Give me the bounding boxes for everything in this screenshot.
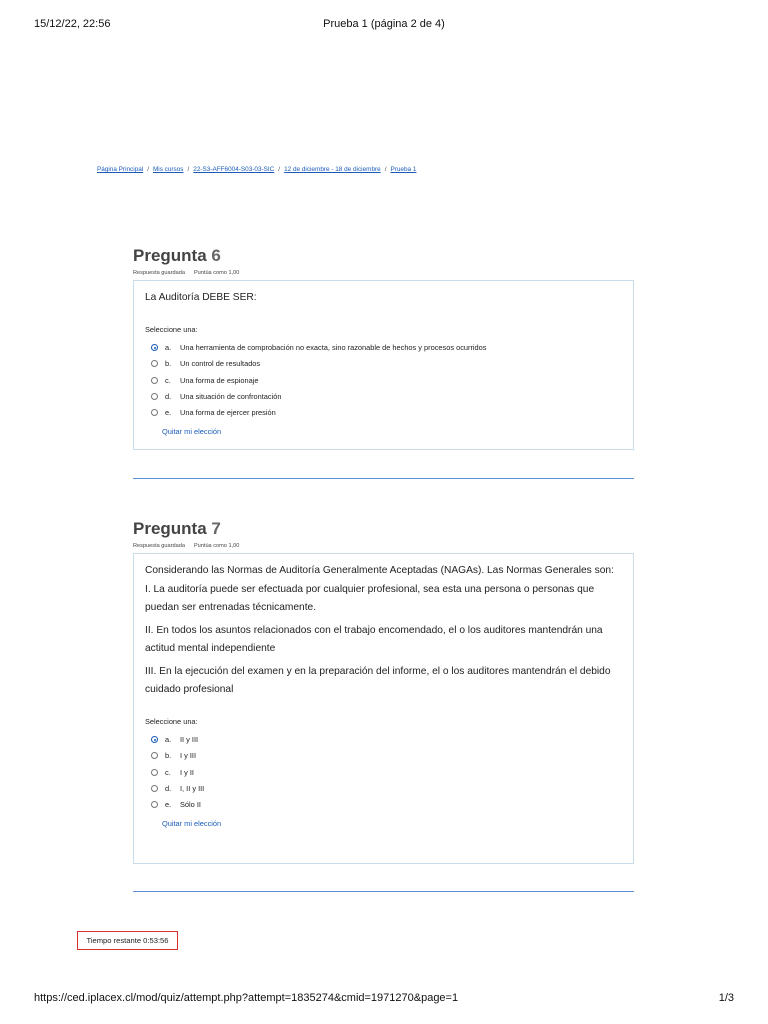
question-meta bbox=[133, 542, 634, 550]
breadcrumb bbox=[97, 166, 416, 173]
question-title bbox=[133, 519, 634, 539]
answer-option-e[interactable] bbox=[145, 405, 622, 421]
question-paragraph: La Auditoría DEBE SER: bbox=[145, 292, 257, 303]
breadcrumb-separator: / bbox=[187, 166, 190, 173]
print-datetime: 15/12/22, 22:56 bbox=[34, 18, 111, 30]
answer-option-e[interactable] bbox=[145, 797, 622, 813]
radio-button[interactable] bbox=[151, 769, 158, 776]
print-url: https://ced.iplacex.cl/mod/quiz/attempt.php?attempt=1835274&cmid=1971270&page=1 bbox=[34, 992, 459, 1004]
answer-options bbox=[145, 340, 622, 421]
question-paragraph: II. En todos los asuntos relacionados con el trabajo encomendado, el o los auditores mantendrán una actitud mental independiente bbox=[145, 624, 603, 654]
option-text: Una situación de confrontación bbox=[180, 392, 282, 402]
option-letter: e. bbox=[165, 408, 172, 418]
select-label: Seleccione una: bbox=[145, 324, 198, 334]
breadcrumb-separator: / bbox=[147, 166, 149, 173]
option-text: Una forma de ejercer presión bbox=[180, 408, 276, 418]
question-divider bbox=[133, 478, 634, 479]
option-letter: d. bbox=[165, 392, 172, 402]
question-title bbox=[133, 246, 634, 266]
print-page-number: 1/3 bbox=[718, 992, 734, 1004]
radio-button-checked[interactable] bbox=[151, 736, 158, 743]
option-letter: c. bbox=[165, 767, 171, 777]
time-remaining-badge: Tiempo restante 0:53:56 bbox=[77, 931, 178, 950]
question-text bbox=[145, 289, 622, 308]
option-letter: b. bbox=[165, 359, 172, 369]
clear-choice-link[interactable]: Quitar mi elección bbox=[162, 818, 222, 828]
option-text: Un control de resultados bbox=[180, 359, 261, 369]
question-label: Pregunta bbox=[133, 246, 207, 265]
breadcrumb-quiz[interactable]: Prueba 1 bbox=[390, 166, 417, 173]
option-text: I y III bbox=[180, 751, 197, 761]
radio-button[interactable] bbox=[151, 752, 158, 759]
select-label: Seleccione una: bbox=[145, 716, 198, 726]
question-paragraph: Considerando las Normas de Auditoría Generalmente Aceptadas (NAGAs). Las Normas Generales son: I. La auditoría puede ser efectuada por cualquier profesional, sea esta una persona o personas que puedan ser entrenadas técnicamente. bbox=[145, 565, 614, 613]
question-status: Respuesta guardada bbox=[133, 270, 185, 276]
answer-option-d[interactable] bbox=[145, 780, 622, 796]
question-number: 7 bbox=[211, 519, 221, 538]
answer-option-c[interactable] bbox=[145, 764, 622, 780]
question-status: Respuesta guardada bbox=[133, 543, 185, 549]
radio-button[interactable] bbox=[151, 409, 158, 416]
clear-choice-link[interactable]: Quitar mi elección bbox=[162, 426, 222, 436]
answer-options bbox=[145, 732, 622, 813]
option-text: Una herramienta de comprobación no exacta, sino razonable de hechos y procesos ocurridos bbox=[180, 343, 487, 353]
radio-button-checked[interactable] bbox=[151, 344, 158, 351]
answer-option-a[interactable] bbox=[145, 732, 622, 748]
radio-button[interactable] bbox=[151, 393, 158, 400]
print-title: Prueba 1 (página 2 de 4) bbox=[323, 18, 445, 30]
question-score: Puntúa como 1,00 bbox=[193, 270, 240, 276]
answer-option-a[interactable] bbox=[145, 340, 622, 356]
radio-button[interactable] bbox=[151, 377, 158, 384]
question-box bbox=[133, 280, 634, 450]
answer-option-b[interactable] bbox=[145, 748, 622, 764]
question-meta bbox=[133, 269, 634, 277]
option-letter: c. bbox=[165, 375, 171, 385]
radio-button[interactable] bbox=[151, 801, 158, 808]
answer-option-d[interactable] bbox=[145, 388, 622, 404]
question-paragraph: III. En la ejecución del examen y en la preparación del informe, el o los auditores mantendrán el debido cuidado profesional bbox=[145, 665, 611, 695]
breadcrumb-my-courses[interactable]: Mis cursos bbox=[152, 166, 184, 173]
question-label: Pregunta bbox=[133, 519, 207, 538]
option-letter: b. bbox=[165, 751, 172, 761]
answer-option-c[interactable] bbox=[145, 372, 622, 388]
breadcrumb-week[interactable]: 12 de diciembre - 18 de diciembre bbox=[284, 166, 381, 173]
option-text: I y II bbox=[180, 767, 194, 777]
question-divider bbox=[133, 891, 634, 892]
option-letter: e. bbox=[165, 800, 172, 810]
breadcrumb-home[interactable]: Página Principal bbox=[97, 166, 144, 173]
option-letter: a. bbox=[165, 735, 172, 745]
question-text bbox=[145, 562, 622, 700]
breadcrumb-course[interactable]: 22-S3-AFF6004-S03-03-SIC bbox=[193, 166, 275, 173]
radio-button[interactable] bbox=[151, 360, 158, 367]
option-text: II y III bbox=[180, 735, 199, 745]
option-text: Sólo II bbox=[180, 800, 201, 810]
option-letter: d. bbox=[165, 784, 172, 794]
question-score: Puntúa como 1,00 bbox=[193, 543, 240, 549]
answer-option-b[interactable] bbox=[145, 356, 622, 372]
option-text: Una forma de espionaje bbox=[180, 375, 259, 385]
question-box bbox=[133, 553, 634, 864]
question-number: 6 bbox=[211, 246, 221, 265]
breadcrumb-separator: / bbox=[384, 166, 387, 173]
option-text: I, II y III bbox=[180, 784, 205, 794]
question-6 bbox=[133, 246, 634, 450]
radio-button[interactable] bbox=[151, 785, 158, 792]
option-letter: a. bbox=[165, 343, 172, 353]
question-7 bbox=[133, 519, 634, 864]
breadcrumb-separator: / bbox=[278, 166, 281, 173]
